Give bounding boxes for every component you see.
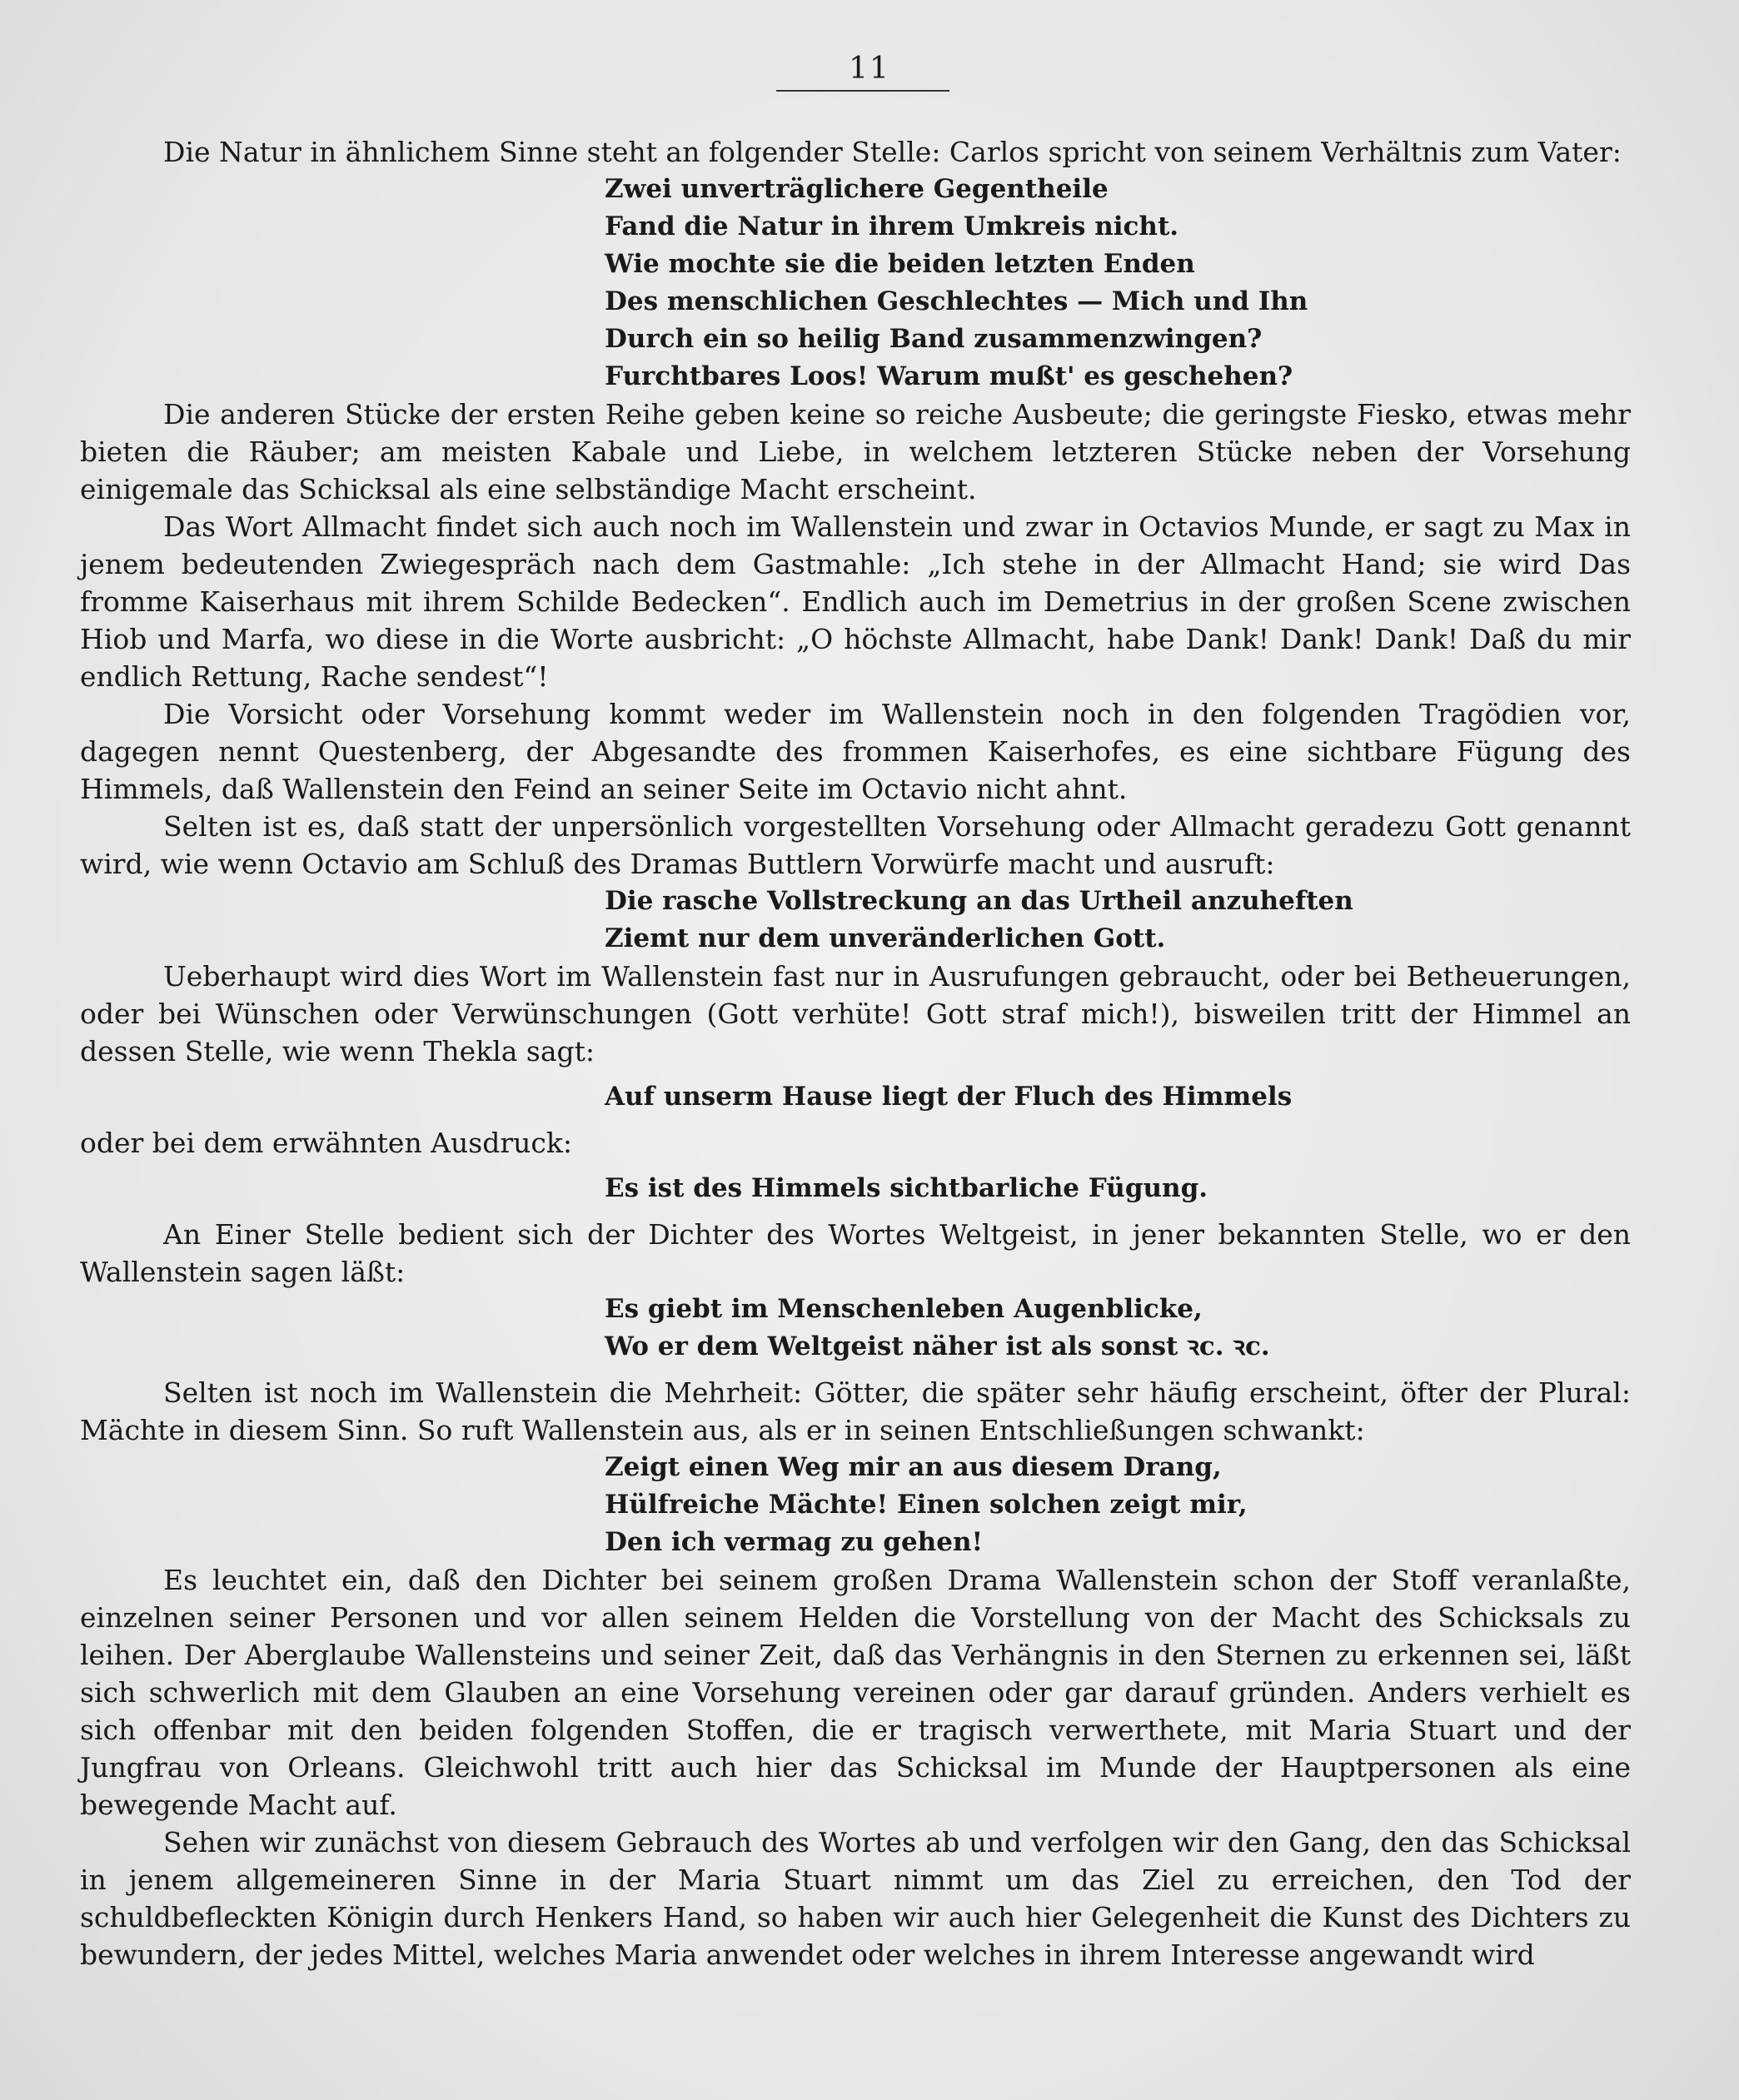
paragraph-9: Selten ist noch im Wallenstein die Mehrheit: Götter, die später sehr häufig erscheint, öfter der Plural: Mächte in diesem Sinn. So ruft Wallenstein aus, als er in seinen Entschließungen schwankt: <box>80 1376 1631 1446</box>
verse-line: Zwei unverträglichere Gegentheile <box>605 174 1109 204</box>
verse-line: Zeigt einen Weg mir an aus diesem Drang, <box>605 1452 1222 1482</box>
verse-line: Des menschlichen Geschlechtes — Mich und Ihn <box>605 286 1308 316</box>
paragraph-10: Es leuchtet ein, daß den Dichter bei seinem großen Drama Wallenstein schon der Stoff veranlaßte, einzelnen seiner Personen und vor allen seinem Helden die Vorstellung von der Macht des Schicksals zu leihen. Der Aberglaube Wallensteins und seiner Zeit, daß das Verhängnis in den Sternen zu erkennen sei, läßt sich schwerlich mit dem Glauben an eine Vorsehung vereinen oder gar darauf gründen. Anders verhielt es sich offenbar mit den beiden folgenden Stoffen, die er tragisch verwerthete, mit Maria Stuart und der Jungfrau von Orleans. Gleichwohl tritt auch hier das Schicksal im Munde der Hauptpersonen als eine bewegende Macht auf. <box>80 1564 1631 1821</box>
page-number: 11 <box>849 52 890 86</box>
paragraph-8: An Einer Stelle bedient sich der Dichter des Wortes Weltgeist, in jener bekannten Stelle, wo er den Wallenstein sagen läßt: <box>80 1218 1631 1288</box>
verse-line: Furchtbares Loos! Warum mußt' es geschehen? <box>605 361 1293 391</box>
verse-line: Den ich vermag zu gehen! <box>605 1527 984 1557</box>
verse-carlos <box>80 171 1631 396</box>
verse-line: Durch ein so heilig Band zusammenzwingen? <box>605 324 1263 354</box>
verse-thekla <box>80 1078 1631 1116</box>
body-text <box>80 133 1631 1973</box>
verse-weltgeist <box>80 1291 1631 1366</box>
verse-line: Auf unserm Hause liegt der Fluch des Himmels <box>605 1082 1293 1112</box>
paragraph-2: Die anderen Stücke der ersten Reihe geben keine so reiche Ausbeute; die geringste Fiesko, etwas mehr bieten die Räuber; am meisten Kabale und Liebe, in welchem letzteren Stücke neben der Vorsehung einigemale das Schicksal als eine selbständige Macht erscheint. <box>80 398 1631 505</box>
paragraph-11: Sehen wir zunächst von diesem Gebrauch des Wortes ab und verfolgen wir den Gang, den das Schicksal in jenem allgemeineren Sinne in der Maria Stuart nimmt um das Ziel zu erreichen, den Tod der schuldbefleckten Königin durch Henkers Hand, so haben wir auch hier Gelegenheit die Kunst des Dichters zu bewundern, der jedes Mittel, welches Maria anwendet oder welches in ihrem Interesse angewandt wird <box>80 1826 1631 1971</box>
paragraph-5: Selten ist es, daß statt der unpersönlich vorgestellten Vorsehung oder Allmacht geradezu Gott genannt wird, wie wenn Octavio am Schluß des Dramas Buttlern Vorwürfe macht und ausruft: <box>80 810 1631 880</box>
paragraph-3: Das Wort Allmacht findet sich auch noch im Wallenstein und zwar in Octavios Munde, er sagt zu Max in jenem bedeutenden Zwiegespräch nach dem Gastmahle: „Ich stehe in der Allmacht Hand; sie wird Das fromme Kaiserhaus mit ihrem Schilde Bedecken“. Endlich auch im Demetrius in der großen Scene zwischen Hiob und Marfa, wo diese in die Worte ausbricht: „O höchste Allmacht, habe Dank! Dank! Dank! Daß du mir endlich Rettung, Rache sendest“! <box>80 510 1631 693</box>
verse-line: Hülfreiche Mächte! Einen solchen zeigt mir, <box>605 1490 1248 1520</box>
verse-fuegung <box>80 1170 1631 1207</box>
verse-line: Wie mochte sie die beiden letzten Enden <box>605 249 1195 279</box>
verse-octavio <box>80 883 1631 958</box>
verse-line: Wo er dem Weltgeist näher ist als sonst ꝛc. ꝛc. <box>605 1331 1270 1361</box>
header-rule <box>776 90 949 92</box>
verse-line: Es ist des Himmels sichtbarliche Fügung. <box>605 1173 1208 1203</box>
paragraph-7: oder bei dem erwähnten Ausdruck: <box>80 1127 572 1159</box>
verse-line: Fand die Natur in ihrem Umkreis nicht. <box>605 211 1179 241</box>
paragraph-6: Ueberhaupt wird dies Wort im Wallenstein fast nur in Ausrufungen gebraucht, oder bei Betheuerungen, oder bei Wünschen oder Verwünschungen (Gott verhüte! Gott straf mich!), bisweilen tritt der Himmel an dessen Stelle, wie wenn Thekla sagt: <box>80 960 1631 1067</box>
verse-line: Ziemt nur dem unveränderlichen Gott. <box>605 923 1166 953</box>
paragraph-1: Die Natur in ähnlichem Sinne steht an folgender Stelle: Carlos spricht von seinem Verhältnis zum Vater: <box>163 136 1622 168</box>
verse-line: Die rasche Vollstreckung an das Urtheil anzuheften <box>605 886 1353 916</box>
verse-maechte <box>80 1449 1631 1561</box>
verse-line: Es giebt im Menschenleben Augenblicke, <box>605 1294 1203 1324</box>
paragraph-4: Die Vorsicht oder Vorsehung kommt weder im Wallenstein noch in den folgenden Tragödien vor, dagegen nennt Questenberg, der Abgesandte des frommen Kaiserhofes, es eine sichtbare Fügung des Himmels, daß Wallenstein den Feind an seiner Seite im Octavio nicht ahnt. <box>80 698 1631 805</box>
